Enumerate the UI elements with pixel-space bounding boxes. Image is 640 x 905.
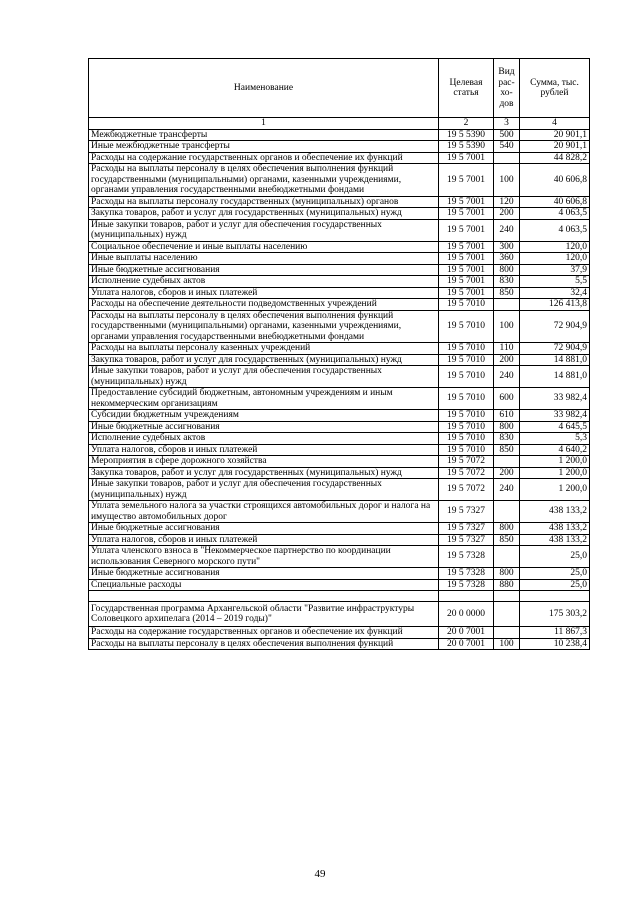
row-sum-cell [520,591,590,602]
row-type-cell: 120 [494,196,520,208]
row-name-cell: Уплата налогов, сборов и иных платежей [89,534,439,546]
row-sum-cell: 25,0 [520,568,590,580]
row-type-cell: 200 [494,467,520,479]
row-code-cell: 19 5 7328 [439,568,494,580]
row-sum-cell: 44 828,2 [520,152,590,164]
row-type-cell [494,546,520,568]
row-name-cell: Исполнение судебных актов [89,433,439,445]
row-name-cell: Закупка товаров, работ и услуг для государственных (муниципальных) нужд [89,208,439,220]
row-type-cell: 240 [494,479,520,501]
table-row [89,287,590,299]
table-row [89,501,590,523]
row-code-cell: 19 5 7010 [439,444,494,456]
row-sum-cell: 14 881,0 [520,354,590,366]
table-row [89,534,590,546]
table-row [89,627,590,639]
row-type-cell: 800 [494,421,520,433]
row-sum-cell: 33 982,4 [520,410,590,422]
row-code-cell: 19 5 7072 [439,467,494,479]
row-sum-cell: 1 200,0 [520,467,590,479]
row-sum-cell: 4 640,2 [520,444,590,456]
row-code-cell: 19 5 7010 [439,421,494,433]
row-code-cell: 19 5 7001 [439,287,494,299]
row-sum-cell: 37,9 [520,264,590,276]
row-type-cell: 830 [494,433,520,445]
row-sum-cell: 20 901,1 [520,141,590,153]
row-code-cell: 19 5 7327 [439,523,494,535]
table-body [89,129,590,650]
row-type-cell: 610 [494,410,520,422]
row-type-cell: 540 [494,141,520,153]
row-name-cell: Исполнение судебных актов [89,276,439,288]
row-name-cell: Межбюджетные трансферты [89,129,439,141]
table-row [89,343,590,355]
table-row [89,579,590,591]
row-name-cell: Расходы на содержание государственных органов и обеспечение их функций [89,152,439,164]
table-header-row [89,59,590,118]
row-name-cell: Расходы на выплаты персоналу в целях обеспечения выполнения функций [89,638,439,650]
row-type-cell: 800 [494,264,520,276]
table-row [89,141,590,153]
table-row [89,208,590,220]
row-sum-cell: 120,0 [520,241,590,253]
row-type-cell [494,152,520,164]
row-code-cell: 19 5 7010 [439,299,494,311]
row-code-cell: 19 5 7072 [439,479,494,501]
row-name-cell: Расходы на обеспечение деятельности подведомственных учреждений [89,299,439,311]
row-type-cell: 100 [494,310,520,343]
row-name-cell: Уплата членского взноса в "Некоммерческое партнерство по координации использования Северного морского пути" [89,546,439,568]
row-sum-cell: 5,3 [520,433,590,445]
row-code-cell: 19 5 7001 [439,253,494,265]
row-type-cell [494,501,520,523]
table-row [89,299,590,311]
row-type-cell: 200 [494,354,520,366]
row-sum-cell: 4 063,5 [520,219,590,241]
table-row [89,444,590,456]
row-code-cell: 19 5 7327 [439,534,494,546]
row-name-cell: Иные закупки товаров, работ и услуг для обеспечения государственных (муниципальных) нужд [89,479,439,501]
row-sum-cell: 10 238,4 [520,638,590,650]
table-row [89,568,590,580]
row-code-cell: 19 5 7072 [439,456,494,468]
table-row [89,310,590,343]
row-name-cell: Мероприятия в сфере дорожного хозяйства [89,456,439,468]
header-sum: Сумма, тыс. рублей [520,59,590,118]
row-code-cell: 19 5 7328 [439,546,494,568]
row-code-cell: 19 5 7001 [439,208,494,220]
row-code-cell [439,591,494,602]
row-type-cell: 110 [494,343,520,355]
row-code-cell: 19 5 7010 [439,366,494,388]
table-row [89,602,590,627]
table-row [89,433,590,445]
row-name-cell: Иные бюджетные ассигнования [89,264,439,276]
row-type-cell: 880 [494,579,520,591]
header-target: Целевая статья [439,59,494,118]
row-code-cell: 19 5 7001 [439,264,494,276]
row-name-cell: Иные закупки товаров, работ и услуг для обеспечения государственных (муниципальных) нужд [89,219,439,241]
row-type-cell: 240 [494,366,520,388]
row-name-cell: Иные бюджетные ассигнования [89,568,439,580]
row-code-cell: 19 5 7001 [439,164,494,197]
row-name-cell: Иные выплаты населению [89,253,439,265]
row-type-cell: 100 [494,638,520,650]
row-sum-cell: 40 606,8 [520,196,590,208]
row-type-cell [494,627,520,639]
table-row [89,523,590,535]
row-sum-cell: 32,4 [520,287,590,299]
row-type-cell: 850 [494,287,520,299]
row-sum-cell: 20 901,1 [520,129,590,141]
row-name-cell: Закупка товаров, работ и услуг для государственных (муниципальных) нужд [89,354,439,366]
table-row [89,219,590,241]
row-type-cell: 800 [494,568,520,580]
row-sum-cell: 4 645,5 [520,421,590,433]
column-number: 3 [494,118,520,130]
table-row [89,421,590,433]
row-code-cell: 19 5 7010 [439,354,494,366]
row-type-cell: 360 [494,253,520,265]
row-type-cell: 200 [494,208,520,220]
header-name: Наименование [89,59,439,118]
row-type-cell: 830 [494,276,520,288]
row-type-cell: 800 [494,523,520,535]
row-sum-cell: 4 063,5 [520,208,590,220]
row-name-cell: Иные бюджетные ассигнования [89,523,439,535]
row-sum-cell: 438 133,2 [520,534,590,546]
table-row [89,366,590,388]
row-name-cell: Специальные расходы [89,579,439,591]
budget-table [88,58,590,650]
row-type-cell: 300 [494,241,520,253]
row-code-cell: 19 5 7327 [439,501,494,523]
row-code-cell: 19 5 7001 [439,241,494,253]
row-code-cell: 19 5 7010 [439,343,494,355]
row-name-cell: Предоставление субсидий бюджетным, автономным учреждениям и иным некоммерческим организациям [89,388,439,410]
column-number: 1 [89,118,439,130]
table-row [89,456,590,468]
row-name-cell: Расходы на выплаты персоналу в целях обеспечения выполнения функций государственными (муниципальными) органами, казенными учреждениями, органами управления государственными внебюджетными фондами [89,164,439,197]
row-name-cell: Расходы на выплаты персоналу казенных учреждений [89,343,439,355]
row-name-cell [89,591,439,602]
row-sum-cell: 25,0 [520,579,590,591]
table-row [89,253,590,265]
table-row [89,638,590,650]
row-type-cell: 850 [494,444,520,456]
row-type-cell [494,456,520,468]
row-name-cell: Иные закупки товаров, работ и услуг для обеспечения государственных (муниципальных) нужд [89,366,439,388]
row-type-cell: 100 [494,164,520,197]
table-row [89,467,590,479]
row-code-cell: 19 5 7010 [439,433,494,445]
row-sum-cell: 5,5 [520,276,590,288]
table-row [89,276,590,288]
row-sum-cell: 120,0 [520,253,590,265]
row-code-cell: 19 5 7001 [439,219,494,241]
row-name-cell: Социальное обеспечение и иные выплаты населению [89,241,439,253]
table-row [89,164,590,197]
row-sum-cell: 11 867,3 [520,627,590,639]
row-code-cell: 20 0 0000 [439,602,494,627]
row-sum-cell: 438 133,2 [520,501,590,523]
row-name-cell: Уплата налогов, сборов и иных платежей [89,444,439,456]
column-number: 4 [520,118,590,130]
row-name-cell: Иные бюджетные ассигнования [89,421,439,433]
table-row [89,479,590,501]
row-code-cell: 20 0 7001 [439,627,494,639]
row-code-cell: 19 5 7001 [439,196,494,208]
column-number: 2 [439,118,494,130]
row-sum-cell: 72 904,9 [520,343,590,355]
row-sum-cell: 1 200,0 [520,456,590,468]
table-row [89,196,590,208]
row-name-cell: Иные межбюджетные трансферты [89,141,439,153]
row-code-cell: 19 5 7328 [439,579,494,591]
row-name-cell: Уплата земельного налога за участки строящихся автомобильных дорог и налога на имущество автомобильных дорог [89,501,439,523]
row-sum-cell: 175 303,2 [520,602,590,627]
table-row [89,129,590,141]
row-sum-cell: 126 413,8 [520,299,590,311]
row-sum-cell: 40 606,8 [520,164,590,197]
row-type-cell: 500 [494,129,520,141]
row-code-cell: 19 5 7010 [439,410,494,422]
row-code-cell: 20 0 7001 [439,638,494,650]
row-sum-cell: 438 133,2 [520,523,590,535]
row-code-cell: 19 5 5390 [439,129,494,141]
row-type-cell: 850 [494,534,520,546]
column-number-row [89,118,590,130]
row-code-cell: 19 5 7001 [439,152,494,164]
row-code-cell: 19 5 7001 [439,276,494,288]
row-sum-cell: 14 881,0 [520,366,590,388]
table-row [89,354,590,366]
row-type-cell [494,591,520,602]
row-type-cell [494,602,520,627]
row-sum-cell: 1 200,0 [520,479,590,501]
table-row [89,264,590,276]
table-row [89,591,590,602]
row-name-cell: Закупка товаров, работ и услуг для государственных (муниципальных) нужд [89,467,439,479]
row-type-cell [494,299,520,311]
row-code-cell: 19 5 5390 [439,141,494,153]
row-code-cell: 19 5 7010 [439,310,494,343]
page-number: 49 [314,868,326,880]
row-name-cell: Государственная программа Архангельской области "Развитие инфраструктуры Соловецкого архипелага (2014 – 2019 годы)" [89,602,439,627]
row-code-cell: 19 5 7010 [439,388,494,410]
table-row [89,152,590,164]
row-name-cell: Расходы на содержание государственных органов и обеспечение их функций [89,627,439,639]
row-type-cell: 240 [494,219,520,241]
table-row [89,388,590,410]
row-sum-cell: 72 904,9 [520,310,590,343]
row-name-cell: Уплата налогов, сборов и иных платежей [89,287,439,299]
table-row [89,546,590,568]
header-type: Вид рас-хо-дов [494,59,520,118]
row-sum-cell: 25,0 [520,546,590,568]
row-name-cell: Субсидии бюджетным учреждениям [89,410,439,422]
row-sum-cell: 33 982,4 [520,388,590,410]
row-name-cell: Расходы на выплаты персоналу в целях обеспечения выполнения функций государственными (муниципальными) органами, казенными учреждениями, органами управления государственными внебюджетными фондами [89,310,439,343]
row-type-cell: 600 [494,388,520,410]
table-row [89,410,590,422]
table-row [89,241,590,253]
row-name-cell: Расходы на выплаты персоналу государственных (муниципальных) органов [89,196,439,208]
